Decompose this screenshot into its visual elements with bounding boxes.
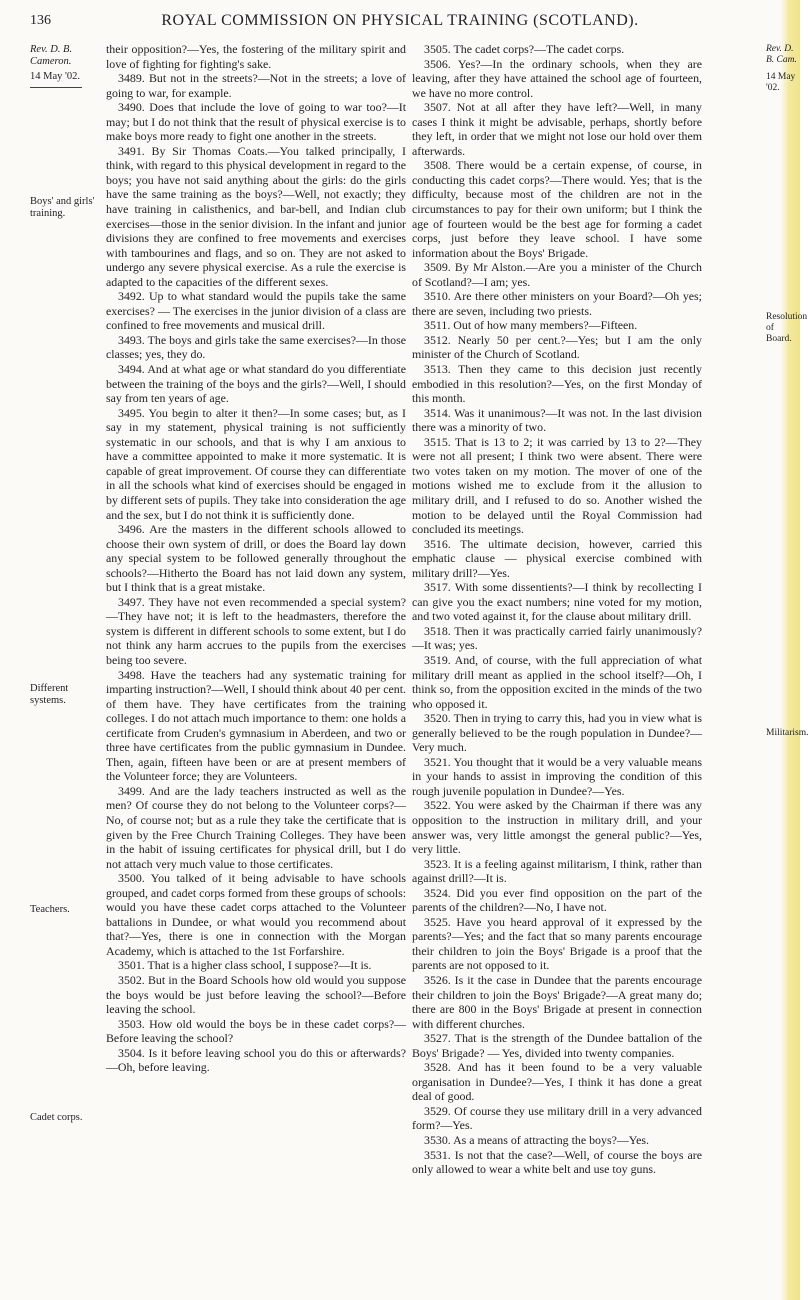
paragraph: 3505. The cadet corps?—The cadet corps. [424,42,625,56]
paragraph: 3513. Then they came to this decision just recently embodied in this resolution?—Yes, on the first Monday of this month. [412,362,702,406]
page-edge [781,0,800,1300]
paragraph: 3494. And at what age or what standard do you differentiate between the training of the boys and the girls?—Well, I should say from ten years of age. [106,362,406,406]
paragraph: 3491. By Sir Thomas Coats.—You talked principally, I think, with regard to this physical development in regard to the boys; you have not said anything about the girls: do the girls have the same training as the boys?—Well, not exactly; they have training in calisthenics, and bar-bell, and Indian club exercises—those in the senior division. In the infant and junior divisions they are confined to free movements and exercises with tambourines and flags, and so on. They are not asked to undergo any severe physical exercise. As a rule the exercise is adapted to the capacities of the different sexes. [106,143,406,289]
margin-note-4: Cadet corps. [30,1112,83,1123]
paragraph: 3525. Have you heard approval of it expressed by the parents?—Yes; and the fact that so many parents encourage their children to join the Boys' Brigade is a proof that the parents are not opposed to it. [412,914,702,973]
paragraph: 3519. And, of course, with the full appreciation of what military drill meant as applied in the school itself?—Oh, I think so, from the opposition excited in the minds of the two who opposed it. [412,652,702,711]
paragraph: 3529. Of course they use military drill in a very advanced form?—Yes. [412,1103,702,1133]
paragraph: 3495. You begin to alter it then?—In some cases; but, as I say in my statement, physical training is not sufficiently systematic in our schools, and that is why I am anxious to have a committee appointed to make it more systematic. It is capable of great improvement. Of course they can differentiate in all the schools what kind of exercises should be engaged in by different sets of pupils. They take into consideration the age and the sex, but I do not think it is sufficiently done. [106,405,406,522]
paragraph: 3515. That is 13 to 2; it was carried by 13 to 2?—They were not all present; I think two were absent. There were two votes taken on my motion. The mover of one of the motions wished me to exclude from it the allusion to military drill, and I refused to do so. Another wished the motion to be delayed until the Royal Commission had concluded its meetings. [412,434,702,537]
paragraph: 3503. How old would the boys be in these cadet corps?—Before leaving the school? [106,1016,406,1046]
running-title: ROYAL COMMISSION ON PHYSICAL TRAINING (SCOTLAND). [161,12,639,29]
page-number: 136 [30,13,51,28]
margin-note-2: Different systems. [30,683,69,706]
margin-right-witness: Rev. D. B. Cam. [766,44,797,65]
paragraph: 3514. Was it unanimous?—It was not. In the last division there was a minority of two. [412,405,702,435]
paragraph: their opposition?—Yes, the fostering of the military spirit and love of fighting for fighting's sake. [106,42,406,71]
paragraph: 3506. Yes?—In the ordinary schools, when they are leaving, after they have attained the school age of fourteen, we have no more control. [412,56,702,100]
paragraph: 3498. Have the teachers had any systematic training for imparting instruction?—Well, I should think about 40 per cent. of them have. They have certificates from the training colleges. I do not attach much importance to them: one holds a certificate from Cruden's gymnasium in Aberdeen, and two or three have certificates from the public gymnasium in Dundee. Then, again, fifteen have been or are at present members of the Volunteer force; they are Volunteers. [106,667,406,784]
paragraph: 3517. With some dissentients?—I think by recollecting I can give you the exact numbers; nine voted for my motion, and two voted against it, for the clause about military drill. [412,580,702,624]
paragraph: 3508. There would be a certain expense, of course, in conducting this cadet corps?—There would. Yes; that is the difficulty, because most of the children are not in the circumstances to pay for their own uniform; but I think the age of fourteen would be the best age for forming a cadet corps, just before they leave school. I have some information about the Boys' Brigade. [412,158,702,260]
paragraph: 3524. Did you ever find opposition on the part of the parents of the children?—No, I have not. [412,885,702,915]
paragraph: 3527. That is the strength of the Dundee battalion of the Boys' Brigade? — Yes, divided into twenty companies. [412,1031,702,1060]
paragraph: 3499. And are the lady teachers instructed as well as the men? Of course they do not belong to the Volunteer corps?—No, of course not; but as a rule they take the certificate that is given by the Free Church Training Colleges. They have been in the habit of issuing certificates for physical drill, but I do not attach very much value to those certificates. [106,783,406,871]
paragraph: 3501. That is a higher class school, I suppose?—It is. [118,958,372,973]
paragraph: 3531. Is not that the case?—Well, of course the boys are only allowed to wear a white belt and use toy guns. [412,1147,702,1177]
margin-right-date: 14 May '02. [766,72,796,93]
paragraph: 3520. Then in trying to carry this, had you in view what is generally believed to be the rough population in Dundee?—Very much. [412,711,702,755]
paragraph: 3526. Is it the case in Dundee that the parents encourage their children to join the Boys' Brigade?—A great many do; there are 800 in the Boys' Brigade at present in connection with different churches. [412,973,702,1031]
paragraph: 3489. But not in the streets?—Not in the streets; a love of going to war, for example. [106,71,406,100]
paragraph: 3530. As a means of attracting the boys?—Yes. [424,1133,650,1148]
paragraph: 3521. You thought that it would be a very valuable means in your hands to assist in improving the condition of this rough juvenile population in Dundee?—Yes. [412,754,702,798]
paragraph: 3504. Is it before leaving school you do this or afterwards?—Oh, before leaving. [106,1045,406,1075]
paragraph: 3502. But in the Board Schools how old would you suppose the boys would be just before leaving the school?—Before leaving the school. [106,973,406,1017]
paragraph: 3518. Then it was practically carried fairly unanimously?—It was; yes. [412,623,702,653]
margin-rule [30,87,82,88]
paragraph: 3500. You talked of it being advisable to have schools grouped, and cadet corps formed from these groups of schools: would you have these cadet corps attached to the Volunteer battalions in Dundee, or what would you recommend about that?—Yes, there is one in connection with the Morgan Academy, which is attached to the 1st Forfarshire. [106,871,406,958]
paragraph: 3512. Nearly 50 per cent.?—Yes; but I am the only minister of the Church of Scotland. [412,332,702,362]
paragraph: 3492. Up to what standard would the pupils take the same exercises? — The exercises in the junior division of a class are confined to free movements and musical drill. [106,289,406,333]
paragraph: 3528. And has it been found to be a very valuable organisation in Dundee?—Yes, I think it has done a great deal of good. [412,1060,702,1104]
margin-note-3: Teachers. [30,904,70,915]
margin-witness: Rev. D. B. Cameron. [30,44,73,67]
paragraph: 3516. The ultimate decision, however, carried this emphatic clause — physical exercise combined with military drill?—Yes. [412,536,702,580]
paragraph: 3497. They have not even recommended a special system?—They have not; it is left to the headmasters, therefore the system is different in different schools to some extent, but I do not think any harm accrues to the pupils from the exercises being too severe. [106,594,406,667]
paragraph: 3510. Are there other ministers on your Board?—Oh yes; there are seven, including two priests. [412,289,702,318]
margin-date-text: 14 May '02. [30,71,81,82]
paragraph: 3507. Not at all after they have left?—Well, in many cases I think it might be advisable, perhaps, shortly before they left, in order that we might not lose our hold over them afterwards. [412,100,702,158]
margin-date [30,71,100,92]
paragraph: 3509. By Mr Alston.—Are you a minister of the Church of Scotland?—I am; yes. [412,260,702,289]
left-column [106,42,406,1075]
paragraph: 3493. The boys and girls take the same exercises?—In those classes; yes, they do. [106,332,406,362]
paragraph: 3511. Out of how many members?—Fifteen. [424,318,638,333]
right-column [412,42,702,1177]
paragraph: 3490. Does that include the love of going to war too?—It may; but I do not think that the result of physical exercise is to make boys more ready to fight one another in the streets. [106,100,406,144]
paragraph: 3523. It is a feeling against militarism, I think, rather than against drill?—It is. [412,856,702,886]
margin-right-note-1: Resolution of Board. [766,312,808,344]
margin-right-note-2: Militarism. [766,728,809,738]
paragraph: 3522. You were asked by the Chairman if there was any opposition to the instruction in military drill, and your answer was, very little amongst the general public?—Yes, very little. [412,798,702,857]
margin-note-1: Boys' and girls' training. [30,196,95,219]
paragraph: 3496. Are the masters in the different schools allowed to choose their own system of drill, or does the Board lay down any special system to be followed generally throughout the schools?—Hitherto the Board has not laid down any system, but I think that is a great mistake. [106,522,406,595]
